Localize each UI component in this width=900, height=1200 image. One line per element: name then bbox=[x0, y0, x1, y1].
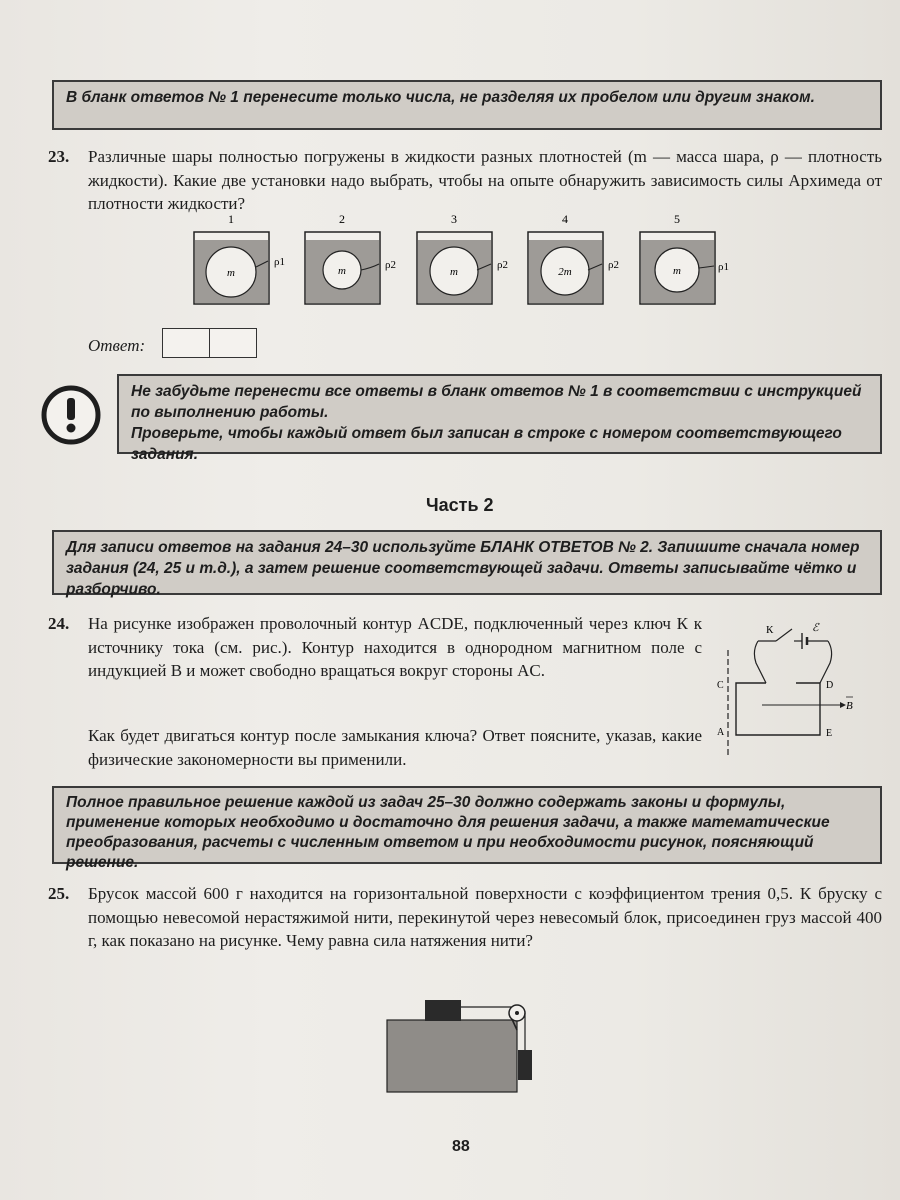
point-e-label: E bbox=[826, 728, 833, 739]
q24-text-2: Как будет двигаться контур после замыкания ключа? Ответ поясните, указав, какие физические закономерности вы применили. bbox=[88, 726, 702, 769]
exclamation-circle-icon bbox=[40, 384, 102, 446]
reminder-line-1: Не забудьте перенести все ответы в бланк ответов № 1 в соответствии с инструкцией по выполнению работы. bbox=[131, 383, 862, 421]
page-number: 88 bbox=[452, 1138, 470, 1155]
q23-answer-cell-1[interactable] bbox=[162, 328, 210, 358]
q23-text: Различные шары полностью погружены в жидкости разных плотностей (m — масса шара, ρ — плотность жидкости). Какие две установки надо выбрать, чтобы на опыте обнаружить зависимость силы Архимеда от плотности жидкости? bbox=[88, 147, 882, 213]
setup-4-rho: ρ2 bbox=[608, 259, 619, 271]
point-a-label: A bbox=[717, 727, 725, 738]
setup-2 bbox=[305, 212, 396, 304]
top-notice bbox=[52, 80, 882, 130]
setup-4-number: 4 bbox=[562, 212, 568, 226]
point-d-label: D bbox=[826, 680, 834, 691]
q23-number: 23. bbox=[48, 147, 70, 166]
setup-5-rho: ρ1 bbox=[718, 261, 729, 273]
q23-answer-cell-2[interactable] bbox=[209, 328, 257, 358]
q23-answer-label: Ответ: bbox=[88, 336, 146, 355]
setup-2-mass: m bbox=[338, 265, 346, 277]
top-notice-text: В бланк ответов № 1 перенесите только числа, не разделяя их пробелом или другим знаком. bbox=[66, 89, 815, 106]
setup-5-mass: m bbox=[673, 265, 681, 277]
part2-instruction-text: Для записи ответов на задания 24–30 используйте БЛАНК ОТВЕТОВ № 2. Запишите сначала номер задания (24, 25 и т.д.), а затем решение соответствующей задачи. Ответы записывайте чётко и разборчиво. bbox=[66, 539, 860, 598]
reminder-box bbox=[117, 374, 882, 463]
part2-title: Часть 2 bbox=[426, 495, 494, 515]
setup-2-number: 2 bbox=[339, 212, 345, 226]
q25-text: Брусок массой 600 г находится на горизонтальной поверхности с коэффициентом трения 0,5. К бруску с помощью невесомой нерастяжимой нити, перекинутой через невесомый блок, присоединен груз массой 400 г, как показано на рисунке. Чему равна сила натяжения нити? bbox=[88, 884, 882, 950]
setup-3 bbox=[417, 212, 508, 304]
setup-4 bbox=[528, 212, 619, 304]
q24-number: 24. bbox=[48, 614, 70, 633]
q25-pulley-figure bbox=[385, 995, 555, 1095]
setup-2-rho: ρ2 bbox=[385, 259, 396, 271]
q23-figure bbox=[180, 212, 740, 312]
setup-5 bbox=[640, 212, 729, 304]
emf-label: ℰ bbox=[812, 622, 819, 634]
setup-3-mass: m bbox=[450, 266, 458, 278]
point-c-label: C bbox=[717, 680, 724, 691]
setup-3-number: 3 bbox=[451, 212, 457, 226]
part2-instruction bbox=[52, 530, 882, 598]
setup-3-rho: ρ2 bbox=[497, 259, 508, 271]
solution-notice bbox=[52, 786, 882, 871]
setup-4-mass: 2m bbox=[558, 266, 572, 278]
setup-1-rho: ρ1 bbox=[274, 256, 285, 268]
switch-label: К bbox=[766, 624, 774, 636]
setup-1-mass: m bbox=[227, 267, 235, 279]
q24-circuit-figure bbox=[712, 615, 872, 755]
q25-number: 25. bbox=[48, 884, 70, 903]
setup-1-number: 1 bbox=[228, 212, 234, 226]
setup-5-number: 5 bbox=[674, 212, 680, 226]
reminder-line-2: Проверьте, чтобы каждый ответ был записан в строке с номером соответствующего задания. bbox=[131, 425, 842, 463]
field-b-label: B bbox=[846, 700, 853, 712]
q24-text-1: На рисунке изображен проволочный контур ACDE, подключенный через ключ К к источнику тока (см. рис.). Контур находится в однородном магнитном поле с индукцией B и может свободно вращаться вокруг стороны AC. bbox=[88, 614, 702, 680]
solution-notice-text: Полное правильное решение каждой из задач 25–30 должно содержать законы и формулы, применение которых необходимо и достаточно для решения задачи, а также математические преобразования, расчеты с численным ответом и при необходимости рисунок, поясняющий решение. bbox=[66, 794, 830, 871]
setup-1 bbox=[194, 212, 285, 304]
